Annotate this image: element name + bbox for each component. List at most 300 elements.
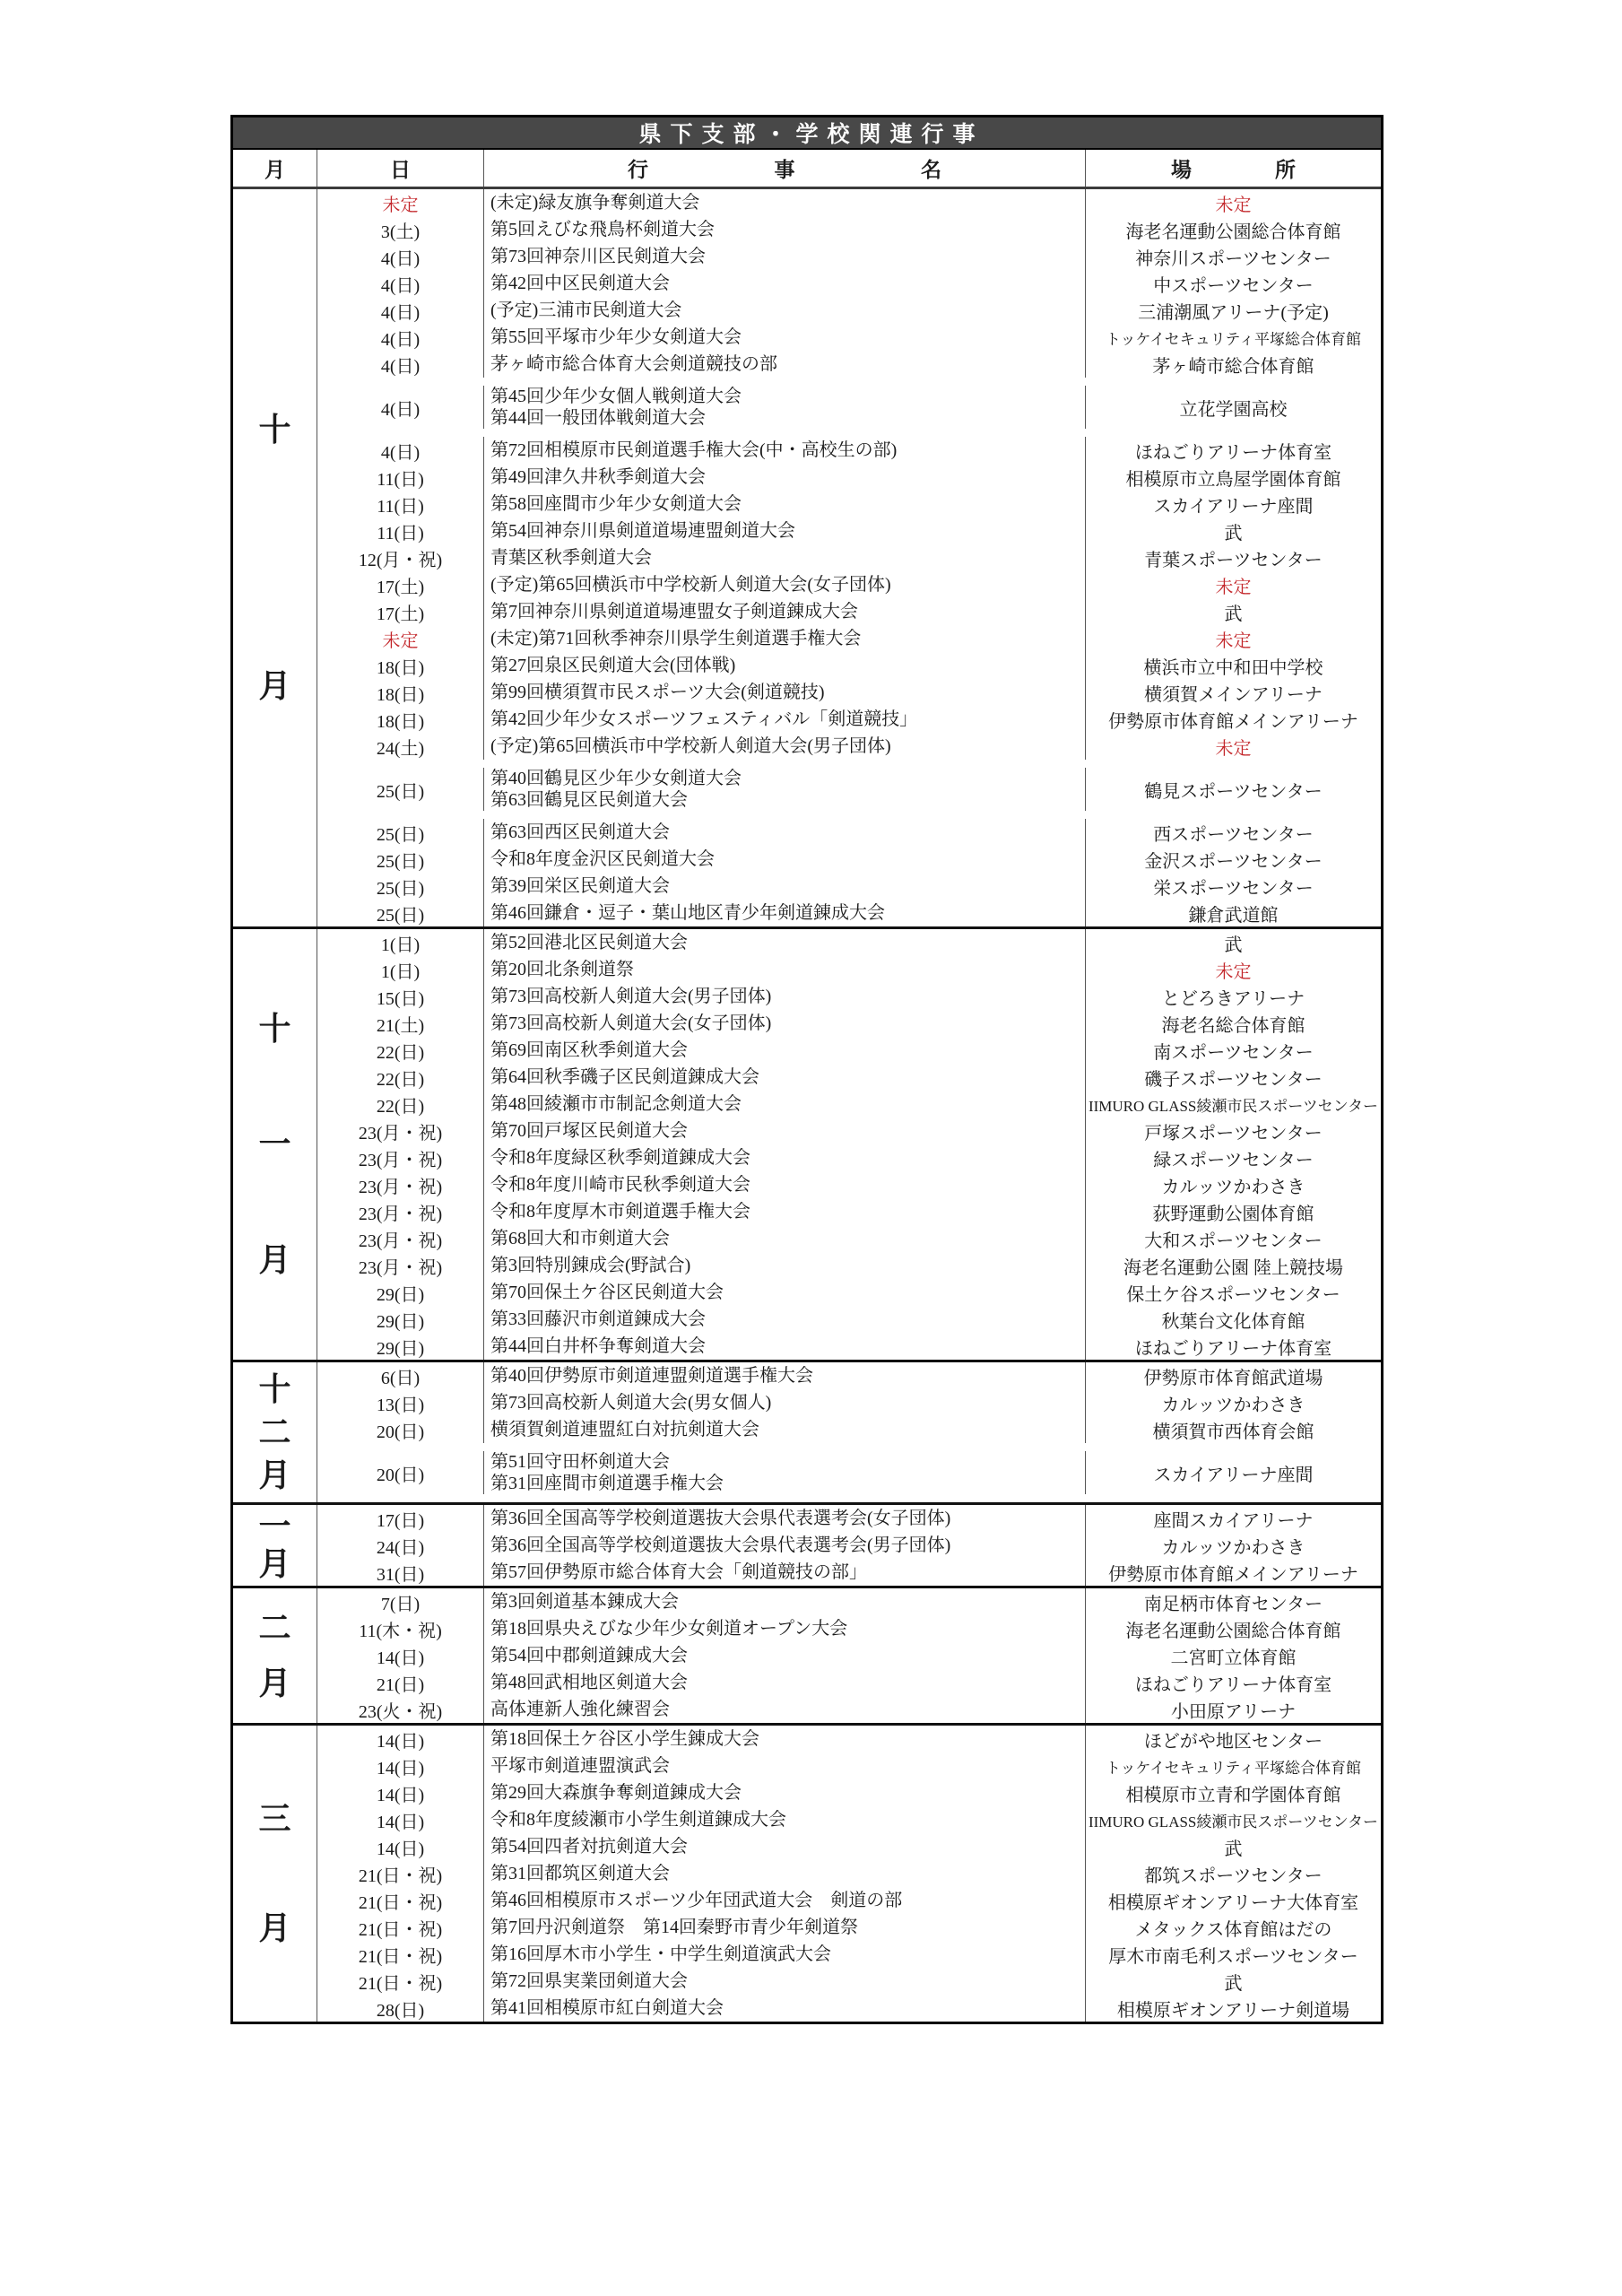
- event-cell: [484, 1416, 1086, 1443]
- place-cell: 海老名運動公園 陸上競技場: [1123, 1257, 1343, 1278]
- day-cell: 25(日): [317, 819, 484, 846]
- day-cell: 4(日): [317, 324, 484, 351]
- place-cell: 南足柄市体育センター: [1143, 1594, 1323, 1614]
- event-row: [317, 1252, 1381, 1279]
- event-name-line: 第31回座間市剣道選手権大会: [490, 1474, 724, 1493]
- event-cell: [484, 351, 1086, 378]
- day-cell: 14(日): [317, 1752, 484, 1779]
- place-cell: 緑スポーツセンター: [1153, 1150, 1314, 1170]
- page-title: 県下支部・学校関連行事: [233, 117, 1381, 150]
- day-cell: 21(日・祝): [317, 1941, 484, 1968]
- month-label-char: 十: [258, 1371, 291, 1407]
- event-row: [317, 956, 1381, 983]
- place-cell: メタックス体育館はだの: [1134, 1919, 1332, 1940]
- event-row: [317, 1443, 1381, 1502]
- event-row: [317, 1505, 1381, 1532]
- place-cell: 小田原アリーナ: [1170, 1701, 1297, 1722]
- table-body: [233, 189, 1381, 2022]
- event-row: [317, 1588, 1381, 1615]
- place-cell: 武: [1224, 935, 1243, 955]
- month-label: [233, 1726, 317, 2022]
- event-name-line: 第69回南区秋季剣道大会: [490, 1040, 688, 1060]
- place-cell: スカイアリーナ座間: [1153, 496, 1314, 517]
- day-cell: 24(土): [317, 733, 484, 760]
- event-name-line: 第70回戸塚区民剣道大会: [490, 1121, 688, 1141]
- event-cell: [484, 625, 1086, 652]
- event-row: [317, 1225, 1381, 1252]
- event-row: [317, 929, 1381, 956]
- event-row: [317, 243, 1381, 270]
- month-rows: [317, 929, 1381, 1360]
- day-cell: 25(日): [317, 768, 484, 811]
- place-cell: カルッツかわさき: [1161, 1395, 1305, 1415]
- month-rows: [317, 189, 1381, 926]
- place-cell: 座間スカイアリーナ: [1153, 1510, 1314, 1531]
- col-header-place: [1086, 150, 1381, 187]
- event-row: [317, 598, 1381, 625]
- event-row: [317, 1118, 1381, 1144]
- place-cell: スカイアリーナ座間: [1153, 1465, 1314, 1485]
- event-name-line: 第39回栄区民剣道大会: [490, 876, 670, 896]
- event-name-line: (未定)第71回秋季神奈川県学生剣道選手権大会: [490, 629, 862, 648]
- event-name-line: 第36回全国高等学校剣道選抜大会県代表選考会(男子団体): [490, 1535, 951, 1555]
- day-cell: 18(日): [317, 652, 484, 679]
- day-cell: 4(日): [317, 243, 484, 270]
- event-name-line: 令和8年度綾瀬市小学生剣道錬成大会: [490, 1810, 786, 1830]
- month-label: [233, 1505, 317, 1586]
- place-cell: IIMURO GLASS綾瀬市民スポーツセンター: [1088, 1813, 1379, 1831]
- event-cell: [484, 679, 1086, 706]
- place-cell: 未定: [1215, 631, 1252, 651]
- event-name-line: 第29回大森旗争奪剣道錬成大会: [490, 1783, 742, 1803]
- place-cell: カルッツかわさき: [1161, 1537, 1305, 1558]
- event-row: [317, 544, 1381, 571]
- event-row: [317, 1389, 1381, 1416]
- col-header-month: 月: [233, 150, 317, 187]
- event-cell: [484, 983, 1086, 1010]
- event-row: [317, 679, 1381, 706]
- event-name-line: 第31回都筑区剣道大会: [490, 1864, 670, 1883]
- event-name-line: 第3回剣道基本錬成大会: [490, 1592, 679, 1612]
- event-row: [317, 351, 1381, 378]
- day-cell: 29(日): [317, 1333, 484, 1360]
- event-name-line: 第63回西区民剣道大会: [490, 822, 670, 842]
- event-cell: [484, 706, 1086, 733]
- event-cell: [484, 819, 1086, 846]
- event-cell: [484, 1669, 1086, 1696]
- event-row: [317, 1696, 1381, 1723]
- event-cell: [484, 1559, 1086, 1586]
- event-cell: [484, 956, 1086, 983]
- place-cell: 相模原市立青和学園体育館: [1125, 1785, 1341, 1805]
- place-cell: 都筑スポーツセンター: [1144, 1866, 1323, 1886]
- col-header-place-char: 所: [1275, 159, 1296, 181]
- event-row: [317, 1171, 1381, 1198]
- month-label-char: 十: [258, 1011, 291, 1047]
- event-name-line: 第48回武相地区剣道大会: [490, 1673, 688, 1692]
- place-cell: ほねごりアリーナ体育室: [1134, 442, 1332, 463]
- month-label-char: 一: [258, 1509, 291, 1544]
- place-cell: 未定: [1215, 738, 1252, 759]
- place-cell: ほどがや地区センター: [1143, 1731, 1323, 1752]
- month-label: [233, 189, 317, 926]
- event-name-line: 令和8年度厚木市剣道選手権大会: [490, 1202, 750, 1222]
- place-cell: 荻野運動公園体育館: [1152, 1204, 1314, 1224]
- event-row: [317, 733, 1381, 760]
- month-rows: [317, 1505, 1381, 1586]
- event-name-line: 第48回綾瀬市市制記念剣道大会: [490, 1094, 742, 1114]
- col-header-event-char: 事: [774, 159, 795, 181]
- event-row: [317, 1642, 1381, 1669]
- event-name-line: 茅ヶ崎市総合体育大会剣道競技の部: [490, 354, 777, 374]
- day-cell: 29(日): [317, 1279, 484, 1306]
- day-cell: 23(月・祝): [317, 1225, 484, 1252]
- place-cell: ほねごりアリーナ体育室: [1134, 1338, 1332, 1359]
- day-cell: 24(日): [317, 1532, 484, 1559]
- place-cell: ほねごりアリーナ体育室: [1134, 1674, 1332, 1695]
- month-group: [233, 1502, 1381, 1586]
- place-cell: 横浜市立中和田中学校: [1143, 657, 1323, 678]
- event-name-line: 第7回丹沢剣道祭 第14回秦野市青少年剣道祭: [490, 1918, 858, 1937]
- event-cell: [484, 846, 1086, 873]
- day-cell: 12(月・祝): [317, 544, 484, 571]
- event-row: [317, 1941, 1381, 1968]
- event-name-line: 第41回相模原市紅白剣道大会: [490, 1998, 724, 2018]
- day-cell: 14(日): [317, 1833, 484, 1860]
- event-name-line: 第49回津久井秋季剣道大会: [490, 467, 706, 487]
- event-name-line: (未定)緑友旗争奪剣道大会: [490, 193, 700, 213]
- event-name-line: 第7回神奈川県剣道道場連盟女子剣道錬成大会: [490, 602, 858, 622]
- event-name-line: 第33回藤沢市剣道錬成大会: [490, 1309, 706, 1329]
- event-row: [317, 1887, 1381, 1914]
- event-cell: [484, 1333, 1086, 1360]
- event-cell: [484, 1588, 1086, 1615]
- place-cell: 西スポーツセンター: [1153, 824, 1314, 845]
- event-row: [317, 1037, 1381, 1064]
- event-name-line: 第40回鶴見区少年少女剣道大会: [490, 769, 742, 788]
- place-cell: 厚木市南毛利スポーツセンター: [1108, 1946, 1358, 1967]
- place-cell: 武: [1224, 1973, 1243, 1994]
- month-label-char: 三: [258, 1801, 291, 1837]
- col-header-event-char: 行: [628, 159, 648, 181]
- place-cell: 中スポーツセンター: [1153, 275, 1314, 296]
- day-cell: 23(火・祝): [317, 1696, 484, 1723]
- event-name-line: 第52回港北区民剣道大会: [490, 933, 688, 952]
- col-header-place-char: 場: [1171, 159, 1192, 181]
- place-cell: 横須賀市西体育会館: [1152, 1422, 1314, 1442]
- event-name-line: (予定)第65回横浜市中学校新人剣道大会(女子団体): [490, 575, 891, 595]
- event-row: [317, 189, 1381, 216]
- event-name-line: 高体連新人強化練習会: [490, 1700, 670, 1719]
- month-label-char: 月: [258, 1546, 291, 1582]
- day-cell: 14(日): [317, 1779, 484, 1806]
- event-cell: [484, 1914, 1086, 1941]
- day-cell: 25(日): [317, 873, 484, 900]
- month-label-char: 二: [258, 1414, 291, 1450]
- month-label-char: 月: [258, 1665, 291, 1701]
- place-cell: トッケイセキュリティ平塚総合体育館: [1105, 330, 1362, 348]
- event-cell: [484, 464, 1086, 491]
- place-cell: 秋葉台文化体育館: [1161, 1311, 1305, 1332]
- place-cell: 未定: [1215, 195, 1252, 215]
- event-cell: [484, 1389, 1086, 1416]
- event-cell: [484, 324, 1086, 351]
- place-cell: 武: [1224, 523, 1243, 544]
- event-name-line: 第51回守田杯剣道大会: [490, 1452, 670, 1472]
- month-group: [233, 1586, 1381, 1723]
- event-cell: [484, 873, 1086, 900]
- event-name-line: 第46回鎌倉・逗子・葉山地区青少年剣道錬成大会: [490, 903, 885, 923]
- place-cell: 立花学園高校: [1179, 399, 1288, 420]
- event-cell: [484, 517, 1086, 544]
- place-cell: 未定: [1215, 577, 1252, 597]
- event-row: [317, 464, 1381, 491]
- event-cell: [484, 1887, 1086, 1914]
- place-cell: 磯子スポーツセンター: [1144, 1069, 1323, 1090]
- day-cell: 11(木・祝): [317, 1615, 484, 1642]
- event-cell: [484, 1615, 1086, 1642]
- event-row: [317, 1669, 1381, 1696]
- event-name-line: 第45回少年少女個人戦剣道大会: [490, 387, 742, 406]
- event-name-line: 第54回中郡剣道錬成大会: [490, 1646, 688, 1665]
- event-name-line: 第16回厚木市小学生・中学生剣道演武大会: [490, 1944, 831, 1964]
- event-name-line: 第57回伊勢原市総合体育大会「剣道競技の部」: [490, 1562, 867, 1582]
- month-label: [233, 1588, 317, 1723]
- month-label-char: 月: [258, 1910, 291, 1946]
- event-name-line: 第18回保土ケ谷区小学生錬成大会: [490, 1729, 759, 1749]
- event-name-line: 第72回県実業団剣道大会: [490, 1971, 688, 1991]
- event-row: [317, 491, 1381, 517]
- event-name-line: 第99回横須賀市民スポーツ大会(剣道競技): [490, 683, 825, 702]
- event-row: [317, 297, 1381, 324]
- event-row: [317, 1091, 1381, 1118]
- day-cell: 21(土): [317, 1010, 484, 1037]
- place-cell: 栄スポーツセンター: [1153, 878, 1314, 899]
- event-row: [317, 1144, 1381, 1171]
- event-row: [317, 216, 1381, 243]
- event-name-line: 第72回相模原市民剣道選手権大会(中・高校生の部): [490, 440, 898, 460]
- event-row: [317, 378, 1381, 437]
- event-name-line: 青葉区秋季剣道大会: [490, 548, 652, 568]
- event-name-line: 第42回中区民剣道大会: [490, 274, 670, 293]
- place-cell: 南スポーツセンター: [1153, 1042, 1314, 1063]
- event-cell: [484, 1225, 1086, 1252]
- place-cell: IIMURO GLASS綾瀬市民スポーツセンター: [1088, 1097, 1379, 1115]
- day-cell: 17(土): [317, 571, 484, 598]
- day-cell: 11(日): [317, 491, 484, 517]
- event-name-line: 第54回神奈川県剣道道場連盟剣道大会: [490, 521, 795, 541]
- event-cell: [484, 768, 1086, 811]
- event-cell: [484, 1252, 1086, 1279]
- event-name-line: 第58回座間市少年少女剣道大会: [490, 494, 742, 514]
- event-name-line: 第18回県央えびな少年少女剣道オープン大会: [490, 1619, 848, 1639]
- event-row: [317, 1833, 1381, 1860]
- event-row: [317, 1914, 1381, 1941]
- event-cell: [484, 1037, 1086, 1064]
- event-cell: [484, 491, 1086, 517]
- event-cell: [484, 1779, 1086, 1806]
- event-cell: [484, 1198, 1086, 1225]
- day-cell: 22(日): [317, 1037, 484, 1064]
- month-rows: [317, 1726, 1381, 2022]
- event-row: [317, 1995, 1381, 2022]
- event-cell: [484, 297, 1086, 324]
- event-cell: [484, 1806, 1086, 1833]
- month-label-char: 十: [258, 412, 291, 448]
- place-cell: 横須賀メインアリーナ: [1144, 684, 1323, 705]
- day-cell: 17(土): [317, 598, 484, 625]
- event-row: [317, 760, 1381, 819]
- event-row: [317, 625, 1381, 652]
- event-row: [317, 706, 1381, 733]
- event-cell: [484, 571, 1086, 598]
- event-name-line: 平塚市剣道連盟演武会: [490, 1756, 670, 1776]
- event-cell: [484, 1642, 1086, 1669]
- event-cell: [484, 544, 1086, 571]
- event-row: [317, 571, 1381, 598]
- event-row: [317, 1198, 1381, 1225]
- event-row: [317, 1010, 1381, 1037]
- day-cell: 23(月・祝): [317, 1252, 484, 1279]
- event-cell: [484, 1696, 1086, 1723]
- event-row: [317, 1279, 1381, 1306]
- event-row: [317, 1615, 1381, 1642]
- event-row: [317, 1726, 1381, 1752]
- place-cell: 相模原ギオンアリーナ大体育室: [1107, 1892, 1359, 1913]
- month-group: [233, 1360, 1381, 1502]
- month-rows: [317, 1588, 1381, 1723]
- event-row: [317, 1559, 1381, 1586]
- event-cell: [484, 1752, 1086, 1779]
- event-cell: [484, 189, 1086, 216]
- event-row: [317, 1333, 1381, 1360]
- day-cell: 28(日): [317, 1995, 484, 2022]
- place-cell: 伊勢原市体育館メインアリーナ: [1108, 711, 1358, 732]
- event-row: [317, 1752, 1381, 1779]
- event-row: [317, 900, 1381, 926]
- event-name-line: 第27回泉区民剣道大会(団体戦): [490, 656, 736, 675]
- month-label-char: 一: [258, 1126, 291, 1162]
- event-cell: [484, 216, 1086, 243]
- month-label-char: 月: [258, 1457, 291, 1493]
- event-row: [317, 1416, 1381, 1443]
- day-cell: 11(日): [317, 517, 484, 544]
- day-cell: 21(日・祝): [317, 1914, 484, 1941]
- day-cell: 13(日): [317, 1389, 484, 1416]
- month-group: [233, 926, 1381, 1360]
- day-cell: 6(日): [317, 1362, 484, 1389]
- place-cell: 武: [1224, 604, 1243, 624]
- event-name-line: 第73回高校新人剣道大会(女子団体): [490, 1013, 772, 1033]
- day-cell: 23(月・祝): [317, 1118, 484, 1144]
- place-cell: 大和スポーツセンター: [1144, 1231, 1323, 1251]
- event-name-line: (予定)三浦市民剣道大会: [490, 300, 682, 320]
- event-cell: [484, 1941, 1086, 1968]
- event-row: [317, 1779, 1381, 1806]
- event-row: [317, 1860, 1381, 1887]
- event-cell: [484, 1995, 1086, 2022]
- day-cell: 21(日): [317, 1669, 484, 1696]
- event-name-line: 第44回白井杯争奪剣道大会: [490, 1336, 706, 1356]
- event-name-line: 第5回えびな飛鳥杯剣道大会: [490, 220, 715, 239]
- day-cell: 21(日・祝): [317, 1968, 484, 1995]
- day-cell: 15(日): [317, 983, 484, 1010]
- month-label-char: 月: [258, 1242, 291, 1278]
- day-cell: 4(日): [317, 351, 484, 378]
- month-rows: [317, 1362, 1381, 1502]
- event-name-line: 令和8年度緑区秋季剣道錬成大会: [490, 1148, 750, 1168]
- place-cell: 鎌倉武道館: [1188, 905, 1279, 926]
- place-cell: 神奈川スポーツセンター: [1135, 248, 1331, 269]
- place-cell: 鶴見スポーツセンター: [1144, 781, 1323, 802]
- col-header-event: [484, 150, 1086, 187]
- event-name-line: 第46回相模原市スポーツ少年団武道大会 剣道の部: [490, 1891, 903, 1910]
- event-row: [317, 1362, 1381, 1389]
- day-cell: 4(日): [317, 270, 484, 297]
- event-name-line: 第68回大和市剣道大会: [490, 1229, 670, 1248]
- day-cell: 23(月・祝): [317, 1144, 484, 1171]
- day-cell: 未定: [317, 189, 484, 216]
- place-cell: 金沢スポーツセンター: [1144, 851, 1323, 872]
- event-name-line: 第3回特別錬成会(野試合): [490, 1256, 691, 1275]
- event-row: [317, 324, 1381, 351]
- event-cell: [484, 1860, 1086, 1887]
- place-cell: 相模原市立鳥屋学園体育館: [1125, 469, 1341, 490]
- event-cell: [484, 437, 1086, 464]
- event-cell: [484, 1451, 1086, 1494]
- place-cell: 海老名運動公園総合体育館: [1125, 222, 1341, 242]
- event-cell: [484, 1144, 1086, 1171]
- event-cell: [484, 1532, 1086, 1559]
- event-name-line: 第36回全国高等学校剣道選抜大会県代表選考会(女子団体): [490, 1509, 951, 1528]
- table-header-row: [233, 150, 1381, 189]
- day-cell: 21(日・祝): [317, 1860, 484, 1887]
- event-name-line: 横須賀剣道連盟紅白対抗剣道大会: [490, 1420, 759, 1439]
- place-cell: カルッツかわさき: [1161, 1177, 1305, 1197]
- event-cell: [484, 1968, 1086, 1995]
- day-cell: 11(日): [317, 464, 484, 491]
- event-name-line: 第42回少年少女スポーツフェスティバル「剣道競技」: [490, 709, 918, 729]
- event-cell: [484, 1362, 1086, 1389]
- day-cell: 未定: [317, 625, 484, 652]
- month-label: [233, 929, 317, 1360]
- event-cell: [484, 929, 1086, 956]
- day-cell: 4(日): [317, 437, 484, 464]
- event-name-line: (予定)第65回横浜市中学校新人剣道大会(男子団体): [490, 736, 891, 756]
- event-name-line: 第70回保土ケ谷区民剣道大会: [490, 1283, 724, 1302]
- place-cell: 青葉スポーツセンター: [1144, 550, 1323, 570]
- day-cell: 4(日): [317, 297, 484, 324]
- day-cell: 20(日): [317, 1451, 484, 1494]
- place-cell: 海老名運動公園総合体育館: [1125, 1621, 1341, 1641]
- day-cell: 7(日): [317, 1588, 484, 1615]
- event-cell: [484, 386, 1086, 429]
- day-cell: 21(日・祝): [317, 1887, 484, 1914]
- event-row: [317, 1306, 1381, 1333]
- event-name-line: 第73回神奈川区民剣道大会: [490, 247, 706, 266]
- event-row: [317, 270, 1381, 297]
- event-name-line: 第40回伊勢原市剣道連盟剣道選手権大会: [490, 1366, 813, 1386]
- event-row: [317, 1968, 1381, 1995]
- event-name-line: 令和8年度金沢区民剣道大会: [490, 849, 715, 869]
- place-cell: トッケイセキュリティ平塚総合体育館: [1105, 1759, 1362, 1777]
- place-cell: 茅ヶ崎市総合体育館: [1152, 356, 1314, 377]
- event-cell: [484, 598, 1086, 625]
- event-cell: [484, 1171, 1086, 1198]
- event-name-line: 第44回一般団体戦剣道大会: [490, 408, 706, 428]
- event-row: [317, 437, 1381, 464]
- place-cell: 海老名総合体育館: [1161, 1015, 1305, 1036]
